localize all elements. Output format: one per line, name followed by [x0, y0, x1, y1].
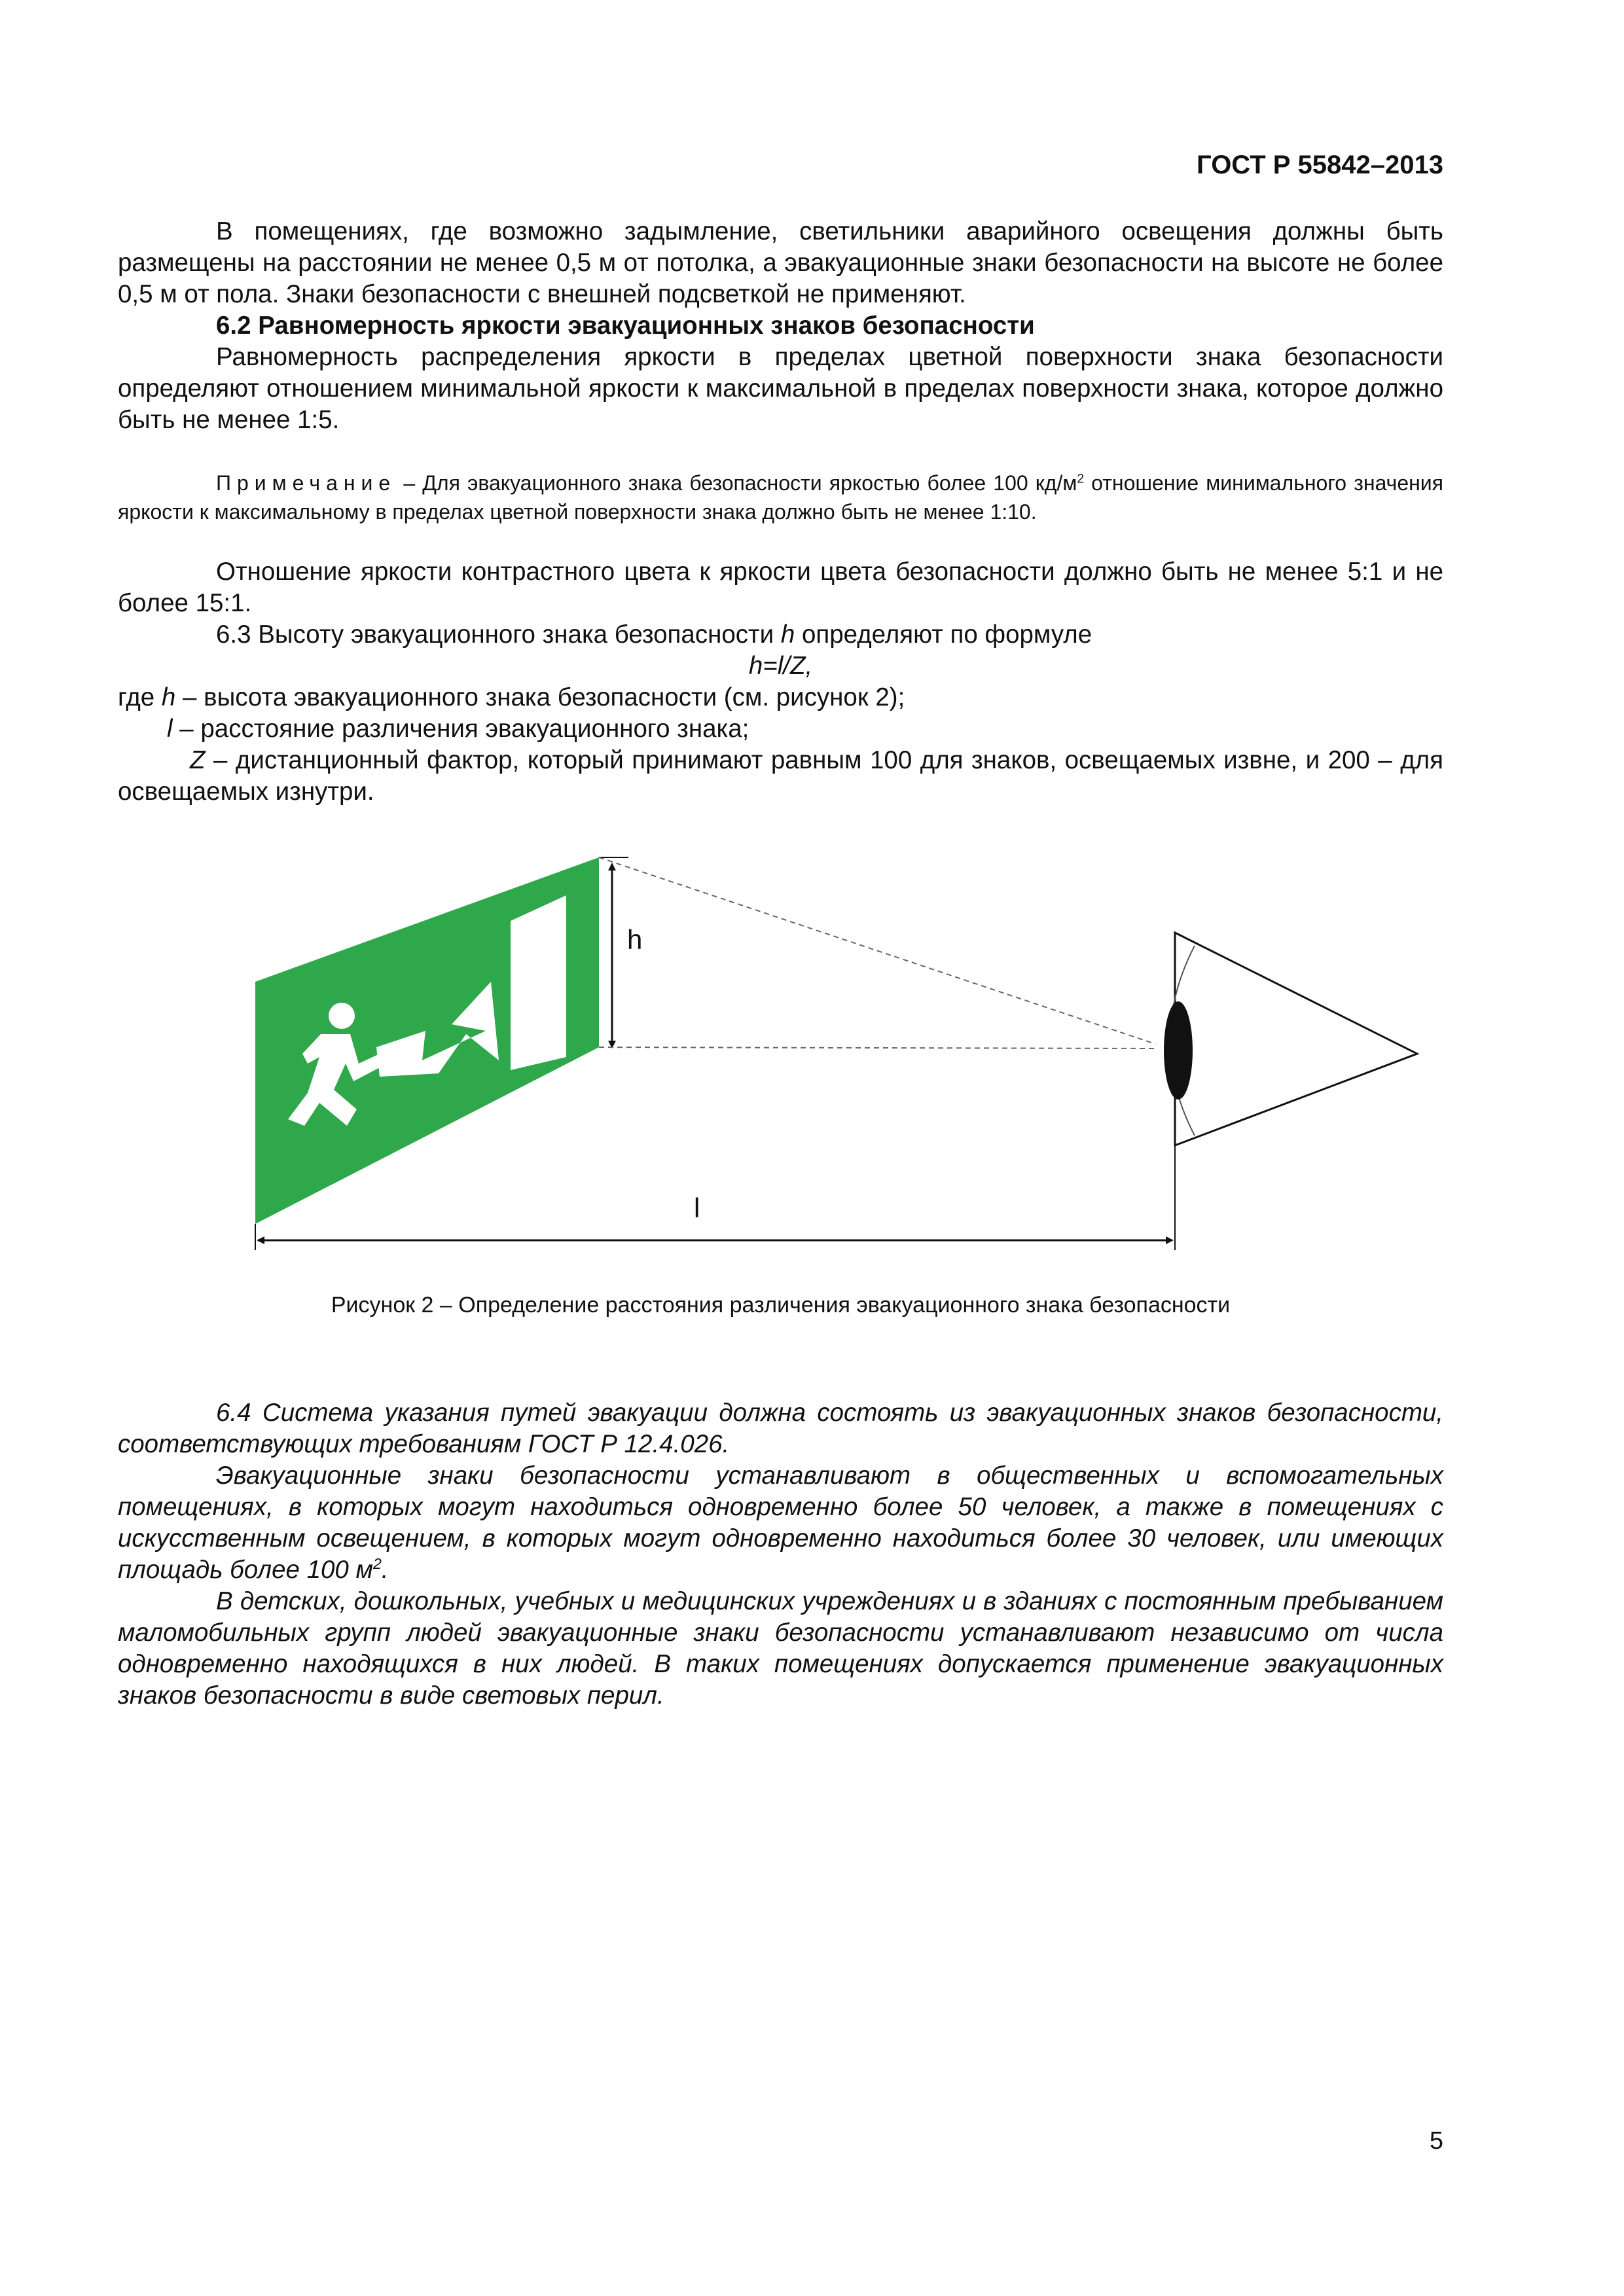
eye-pupil	[1164, 1001, 1193, 1100]
sight-line-top	[599, 857, 1155, 1044]
note-superscript: 2	[1077, 472, 1085, 486]
page-number: 5	[1429, 2127, 1443, 2155]
note-block	[118, 469, 1443, 526]
document-code-header: ГОСТ Р 55842–2013	[1197, 151, 1443, 179]
text-6-4-public-a: Эвакуационные знаки безопасности устанавливают в общественных и вспомогательных помещениях, в которых могут находиться одновременно более 50 человек, а также в помещениях с искусственным освещением, в которых могут одновременно находиться более 30 человек, или имеющих площадь более 100 м	[118, 1462, 1443, 1584]
sight-line-bottom	[599, 1047, 1155, 1049]
note-text-b: отношение минимального значения яркости к максимальному в пределах цветной поверхности знака должно быть не менее 1:10.	[118, 471, 1444, 524]
where-prefix: где	[118, 683, 162, 711]
where-var-l: l	[167, 715, 173, 743]
text-block-middle	[118, 556, 1443, 808]
figure-2	[242, 838, 1460, 1257]
text-6-4-public-b: .	[381, 1556, 389, 1584]
distance-diagram	[242, 838, 1460, 1257]
paragraph-contrast-ratio: Отношение яркости контрастного цвета к яркости цвета безопасности должно быть не менее 5:1 и не более 15:1.	[118, 558, 1443, 617]
text-block-top	[118, 216, 1443, 436]
label-l: l	[694, 1193, 700, 1223]
exit-sign-door	[511, 895, 566, 1070]
paragraph-6-4-public	[118, 1460, 1443, 1586]
label-h: h	[627, 924, 643, 955]
section-heading-6-2: 6.2 Равномерность яркости эвакуационных знаков безопасности	[216, 312, 1035, 340]
section-6-4-block	[118, 1397, 1443, 1712]
formula: h=l/Z,	[748, 652, 813, 680]
where-l-text: – расстояние различения эвакуационного знака;	[172, 715, 749, 743]
var-h: h	[780, 620, 795, 649]
text-6-3-b: определяют по формуле	[795, 620, 1092, 649]
note-label: Примечание	[216, 471, 397, 495]
where-l-line	[118, 713, 1443, 745]
text-6-3-a: 6.3 Высоту эвакуационного знака безопасности	[216, 620, 781, 649]
paragraph-uniformity: Равномерность распределения яркости в пределах цветной поверхности знака безопасности определяют отношением минимальной яркости к максимальной в пределах поверхности знака, которое должно быть не менее 1:5.	[118, 343, 1443, 434]
superscript-2: 2	[372, 1555, 382, 1573]
paragraph-6-4-children: В детских, дошкольных, учебных и медицинских учреждениях и в зданиях с постоянным пребыванием маломобильных групп людей эвакуационные знаки безопасности устанавливают независимо от числа одновременно находящихся в них людей. В таких помещениях допускается применение эвакуационных знаков безопасности в виде световых перил.	[118, 1587, 1443, 1710]
paragraph-6-4: 6.4 Система указания путей эвакуации должна состоять из эвакуационных знаков безопасности, соответствующих требованиям ГОСТ Р 12.4.026.	[118, 1399, 1443, 1458]
paragraph-6-3	[118, 619, 1443, 651]
where-var-h: h	[161, 683, 176, 711]
eye-cone	[1175, 933, 1417, 1145]
note-paragraph	[118, 469, 1443, 526]
where-var-z: Z	[190, 746, 206, 774]
where-h-line	[118, 682, 1443, 713]
where-z-text: – дистанционный фактор, который принимают равным 100 для знаков, освещаемых извне, и 200 – для освещаемых изнутри.	[118, 746, 1443, 806]
note-text-a: – Для эвакуационного знака безопасности яркостью более 100 кд/м	[396, 471, 1077, 495]
where-z-line	[118, 745, 1443, 808]
paragraph-smoke-rooms: В помещениях, где возможно задымление, светильники аварийного освещения должны быть размещены на расстоянии не менее 0,5 м от потолка, а эвакуационные знаки безопасности на высоте не более 0,5 м от пола. Знаки безопасности с внешней подсветкой не применяют.	[118, 217, 1443, 308]
where-h-text: – высота эвакуационного знака безопасности (см. рисунок 2);	[175, 683, 905, 711]
figure-caption: Рисунок 2 – Определение расстояния различения эвакуационного знака безопасности	[331, 1293, 1231, 1318]
